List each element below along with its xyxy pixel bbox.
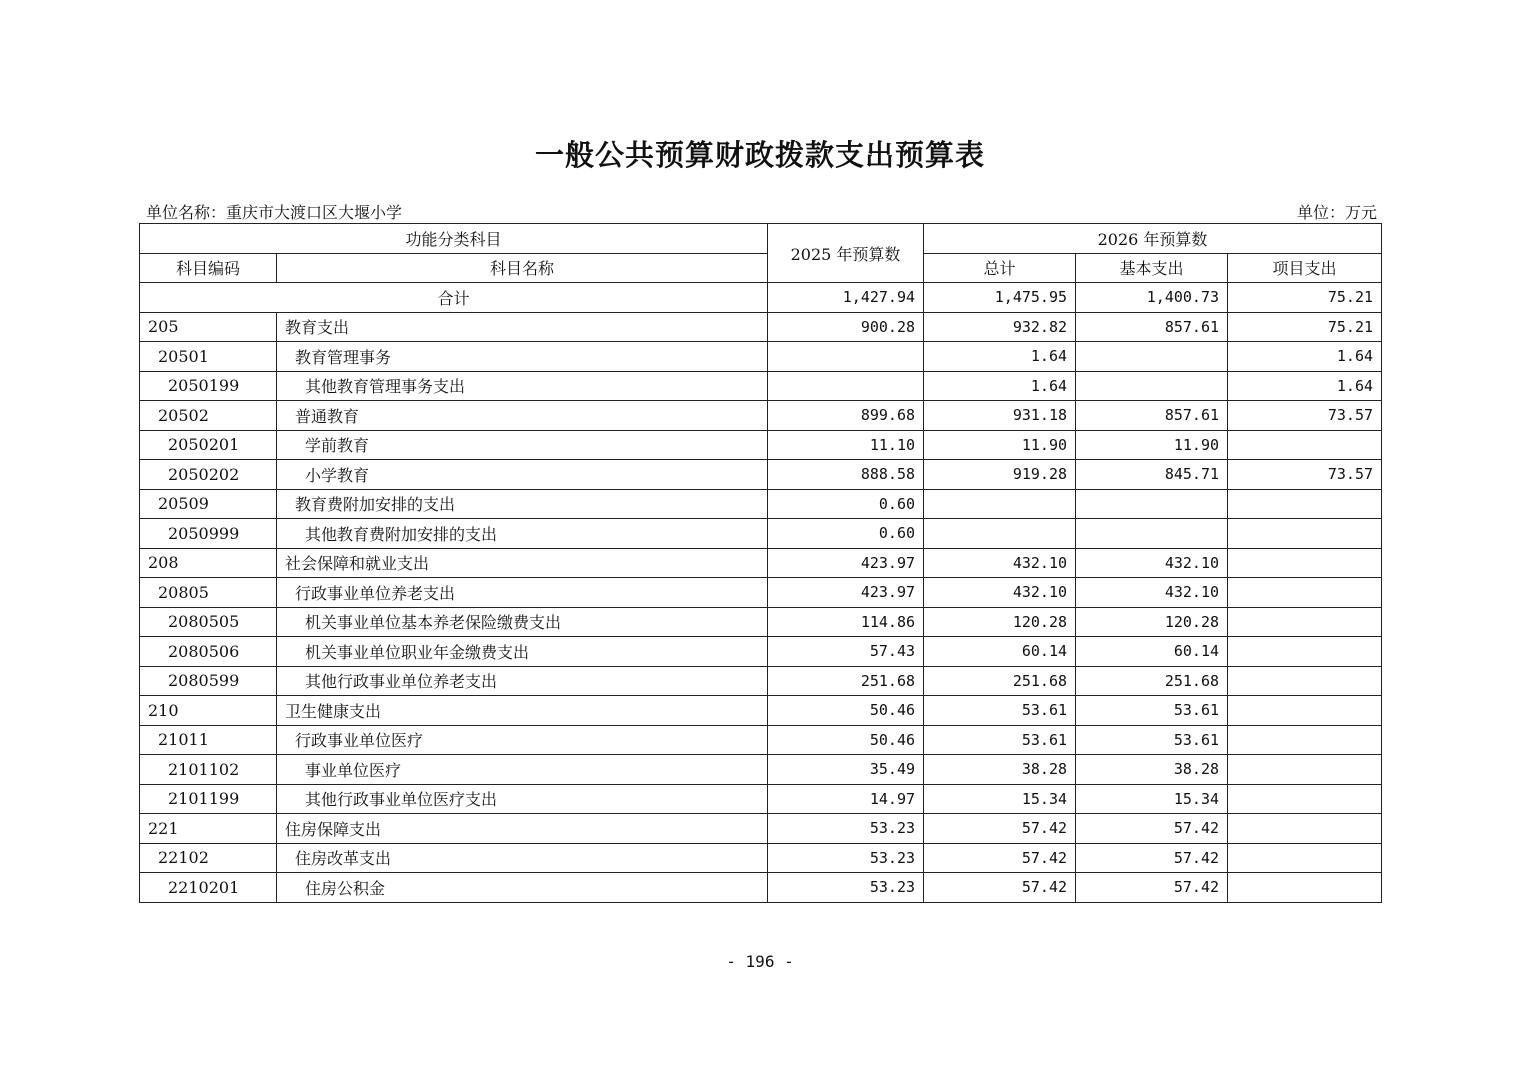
row-2026-project [1228,666,1382,696]
row-2026-basic: 432.10 [1076,578,1228,608]
row-2026-total [924,519,1076,549]
row-2026-basic [1076,371,1228,401]
table-row [140,843,1382,873]
row-2026-project [1228,548,1382,578]
row-code: 20805 [140,578,277,608]
row-code: 2101199 [140,784,277,814]
row-2026-project [1228,873,1382,903]
row-2025 [768,371,924,401]
row-2025: 0.60 [768,519,924,549]
row-2026-project: 1.64 [1228,371,1382,401]
row-name: 教育管理事务 [277,342,768,372]
table-row [140,578,1382,608]
row-2026-basic: 120.28 [1076,607,1228,637]
total-row [140,283,1382,313]
row-2026-project [1228,696,1382,726]
row-name: 学前教育 [277,430,768,460]
row-code: 22102 [140,843,277,873]
row-2026-project: 1.64 [1228,342,1382,372]
row-code: 2050199 [140,371,277,401]
row-name: 事业单位医疗 [277,755,768,785]
row-name: 普通教育 [277,401,768,431]
table-row [140,401,1382,431]
row-name: 行政事业单位养老支出 [277,578,768,608]
row-2025: 50.46 [768,696,924,726]
header-functional-category: 功能分类科目 [140,224,768,254]
table-row [140,519,1382,549]
row-2026-total: 251.68 [924,666,1076,696]
row-name: 卫生健康支出 [277,696,768,726]
row-name: 其他教育管理事务支出 [277,371,768,401]
total-2026-total: 1,475.95 [924,283,1076,313]
table-row [140,637,1382,667]
table-row [140,814,1382,844]
table-row [140,460,1382,490]
table-row [140,666,1382,696]
row-2026-total: 932.82 [924,312,1076,342]
row-2026-project: 75.21 [1228,312,1382,342]
row-2026-basic: 15.34 [1076,784,1228,814]
row-2026-total: 432.10 [924,548,1076,578]
row-code: 2210201 [140,873,277,903]
page-title: 一般公共预算财政拨款支出预算表 [534,138,985,172]
row-code: 21011 [140,725,277,755]
row-code: 20509 [140,489,277,519]
row-2026-basic [1076,342,1228,372]
row-2025: 53.23 [768,873,924,903]
table-row [140,371,1382,401]
unit-name: 单位名称：重庆市大渡口区大堰小学 [146,203,403,222]
row-2026-project [1228,430,1382,460]
header-name: 科目名称 [277,253,768,283]
row-name: 教育支出 [277,312,768,342]
row-2025: 11.10 [768,430,924,460]
row-2026-basic: 60.14 [1076,637,1228,667]
table-row [140,342,1382,372]
row-2026-basic [1076,489,1228,519]
header-code: 科目编码 [140,253,277,283]
row-2025: 35.49 [768,755,924,785]
row-2025: 57.43 [768,637,924,667]
row-2026-total: 1.64 [924,371,1076,401]
row-2026-basic: 857.61 [1076,312,1228,342]
row-2026-project [1228,489,1382,519]
row-2026-project: 73.57 [1228,460,1382,490]
header-basic: 基本支出 [1076,253,1228,283]
row-name: 小学教育 [277,460,768,490]
row-2026-total: 931.18 [924,401,1076,431]
row-name: 住房公积金 [277,873,768,903]
table-row [140,696,1382,726]
total-2026-basic: 1,400.73 [1076,283,1228,313]
row-code: 2050202 [140,460,277,490]
row-2025 [768,342,924,372]
total-2026-project: 75.21 [1228,283,1382,313]
row-2026-total: 53.61 [924,696,1076,726]
row-2026-total: 1.64 [924,342,1076,372]
row-2026-basic: 53.61 [1076,696,1228,726]
row-name: 住房保障支出 [277,814,768,844]
row-name: 机关事业单位基本养老保险缴费支出 [277,607,768,637]
header-2026-budget: 2026 年预算数 [924,224,1382,254]
row-2026-total: 57.42 [924,843,1076,873]
row-name: 社会保障和就业支出 [277,548,768,578]
header-2025-budget: 2025 年预算数 [768,224,924,283]
row-2026-basic: 53.61 [1076,725,1228,755]
row-2026-basic: 57.42 [1076,873,1228,903]
row-2026-total: 11.90 [924,430,1076,460]
row-2025: 900.28 [768,312,924,342]
table-row [140,548,1382,578]
row-2026-basic: 57.42 [1076,814,1228,844]
row-code: 221 [140,814,277,844]
row-2025: 114.86 [768,607,924,637]
row-2025: 899.68 [768,401,924,431]
total-2025: 1,427.94 [768,283,924,313]
row-2025: 0.60 [768,489,924,519]
row-code: 205 [140,312,277,342]
row-name: 其他教育费附加安排的支出 [277,519,768,549]
page-number: - 196 - [726,952,794,971]
row-2025: 14.97 [768,784,924,814]
table-row [140,430,1382,460]
row-2026-total [924,489,1076,519]
table-row [140,607,1382,637]
row-2026-total: 38.28 [924,755,1076,785]
table-row [140,873,1382,903]
row-code: 208 [140,548,277,578]
row-2026-basic: 432.10 [1076,548,1228,578]
row-2026-basic: 251.68 [1076,666,1228,696]
budget-table [139,223,1382,903]
table-row [140,755,1382,785]
row-2026-project [1228,578,1382,608]
row-code: 20502 [140,401,277,431]
row-2026-project [1228,637,1382,667]
row-code: 2080506 [140,637,277,667]
row-code: 2050201 [140,430,277,460]
table-row [140,312,1382,342]
row-name: 行政事业单位医疗 [277,725,768,755]
row-2025: 50.46 [768,725,924,755]
row-name: 其他行政事业单位医疗支出 [277,784,768,814]
row-2025: 53.23 [768,814,924,844]
unit-label: 单位：万元 [1296,203,1377,222]
row-2026-project [1228,784,1382,814]
row-code: 2101102 [140,755,277,785]
row-2026-total: 57.42 [924,814,1076,844]
row-2026-basic: 11.90 [1076,430,1228,460]
row-2026-basic: 57.42 [1076,843,1228,873]
row-2026-project [1228,725,1382,755]
row-2025: 423.97 [768,548,924,578]
row-2026-project [1228,755,1382,785]
row-2025: 53.23 [768,843,924,873]
header-row-1 [140,224,1382,254]
row-code: 210 [140,696,277,726]
row-2026-basic: 857.61 [1076,401,1228,431]
row-2026-total: 15.34 [924,784,1076,814]
row-2026-basic [1076,519,1228,549]
row-code: 20501 [140,342,277,372]
table-row [140,489,1382,519]
header-project: 项目支出 [1228,253,1382,283]
total-label: 合计 [140,283,768,313]
row-2025: 423.97 [768,578,924,608]
row-2026-total: 432.10 [924,578,1076,608]
row-2026-project [1228,814,1382,844]
row-2026-total: 60.14 [924,637,1076,667]
row-2026-project: 73.57 [1228,401,1382,431]
row-name: 机关事业单位职业年金缴费支出 [277,637,768,667]
row-2026-project [1228,519,1382,549]
row-name: 住房改革支出 [277,843,768,873]
row-2026-total: 53.61 [924,725,1076,755]
row-2026-basic: 38.28 [1076,755,1228,785]
row-2026-project [1228,843,1382,873]
row-code: 2080599 [140,666,277,696]
row-code: 2080505 [140,607,277,637]
row-name: 教育费附加安排的支出 [277,489,768,519]
row-name: 其他行政事业单位养老支出 [277,666,768,696]
row-2026-total: 57.42 [924,873,1076,903]
header-row-2 [140,253,1382,283]
row-2025: 888.58 [768,460,924,490]
table-row [140,725,1382,755]
table-row [140,784,1382,814]
row-2025: 251.68 [768,666,924,696]
row-2026-basic: 845.71 [1076,460,1228,490]
header-total: 总计 [924,253,1076,283]
row-code: 2050999 [140,519,277,549]
row-2026-total: 120.28 [924,607,1076,637]
row-2026-project [1228,607,1382,637]
row-2026-total: 919.28 [924,460,1076,490]
